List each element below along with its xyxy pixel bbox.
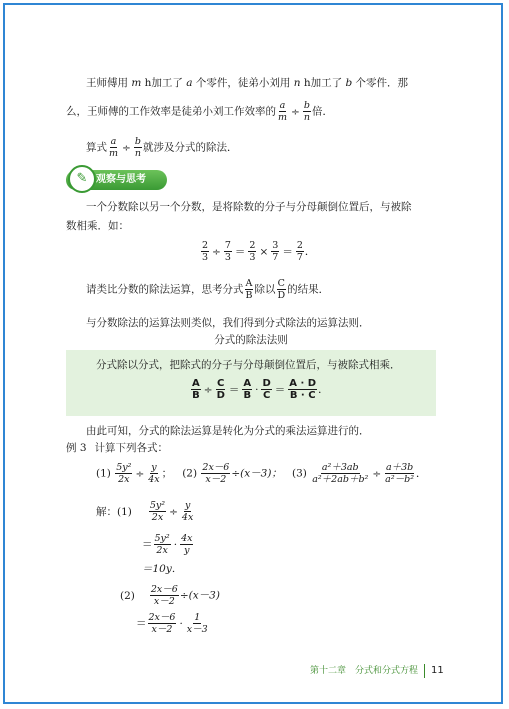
page-number: 11: [431, 665, 444, 676]
footer-divider: [424, 664, 425, 678]
paragraph-1-line-1: 王师傅用 m h加工了 a 个零件，徒弟小刘用 n h加工了 b 个零件．那: [86, 77, 409, 89]
division-rule-box: [66, 350, 436, 416]
solution-2-step-2: ＝ $\frac{2x-6}{x-2}$ · $\frac{1}{x-3}$: [136, 612, 208, 635]
solution-step-1: 解：(1) $\frac{\text{5y²}}{2x}$ ÷ $\frac{y}{4x}$: [96, 500, 194, 523]
paragraph-4: 请类比分数的除法运算，思考分式 $\frac{A}{B}$ 除以 $\frac{C}{D}$ 的结果．: [86, 278, 330, 301]
book-pencil-icon: ✎: [68, 165, 96, 193]
paragraph-1-line-2: 么，王师傅的工作效率是徒弟小刘工作效率的 $\frac{a}{m}$ ÷ $\frac{b}{n}$ 倍．: [66, 100, 333, 123]
page-footer: [310, 663, 444, 678]
example-3-heading: 例 3 计算下列各式：: [66, 442, 169, 454]
solution-step-2: ＝ $\frac{\text{5y²}}{2x}$ · $\frac{4x}{y}$: [142, 533, 193, 556]
paragraph-6: 由此可知，分式的除法运算是转化为分式的乘法运算进行的．: [86, 425, 370, 437]
paragraph-3-line-1: 一个分数除以另一个分数，是将除数的分子与分母颠倒位置后，与被除: [86, 201, 412, 213]
solution-step-3: ＝10y．: [142, 563, 183, 575]
example-3-problems: (1) $\frac{\text{5y²}}{2x}$ ÷ $\frac{y}{4x}$ ； (2) $\frac{2x-6}{x-2}$ ÷(x－3)； (3) $\frac{\text{a²＋3ab}}{\text{a²＋2ab＋b²}}$ ÷ $\frac{a+3b}{\text{a²－b²}}$ ．: [96, 462, 427, 485]
paragraph-3-line-2: 数相乘．如：: [66, 220, 129, 232]
rule-title: 分式的除法法则: [214, 334, 288, 346]
rule-text: 分式除以分式，把除式的分子与分母颠倒位置后，与被除式相乘．: [96, 359, 401, 371]
badge-title: 观察与思考: [96, 174, 146, 185]
rule-formula: $\frac{A}{B}$ ÷ $\frac{C}{D}$ ＝ $\frac{A}{B}$ · $\frac{D}{C}$ ＝ $\frac{A \cdot D}{B \cdot C}$ ．: [192, 378, 329, 401]
chapter-title: 第十二章 分式和分式方程: [310, 666, 419, 676]
observe-think-badge: [66, 170, 167, 190]
solution-2-step-1: (2) $\frac{2x-6}{x-2}$ ÷(x－3): [120, 584, 220, 607]
paragraph-2: 算式 $\frac{a}{m}$ ÷ $\frac{b}{n}$ 就涉及分式的除法．: [86, 136, 238, 159]
paragraph-5: 与分数除法的运算法则类似，我们得到分式除法的运算法则．: [86, 317, 370, 329]
fraction-example: $\frac{2}{3}$ ÷ $\frac{7}{3}$ ＝ $\frac{2}{3}$ × $\frac{3}{7}$ ＝ $\frac{2}{7}$ ．: [202, 240, 316, 263]
